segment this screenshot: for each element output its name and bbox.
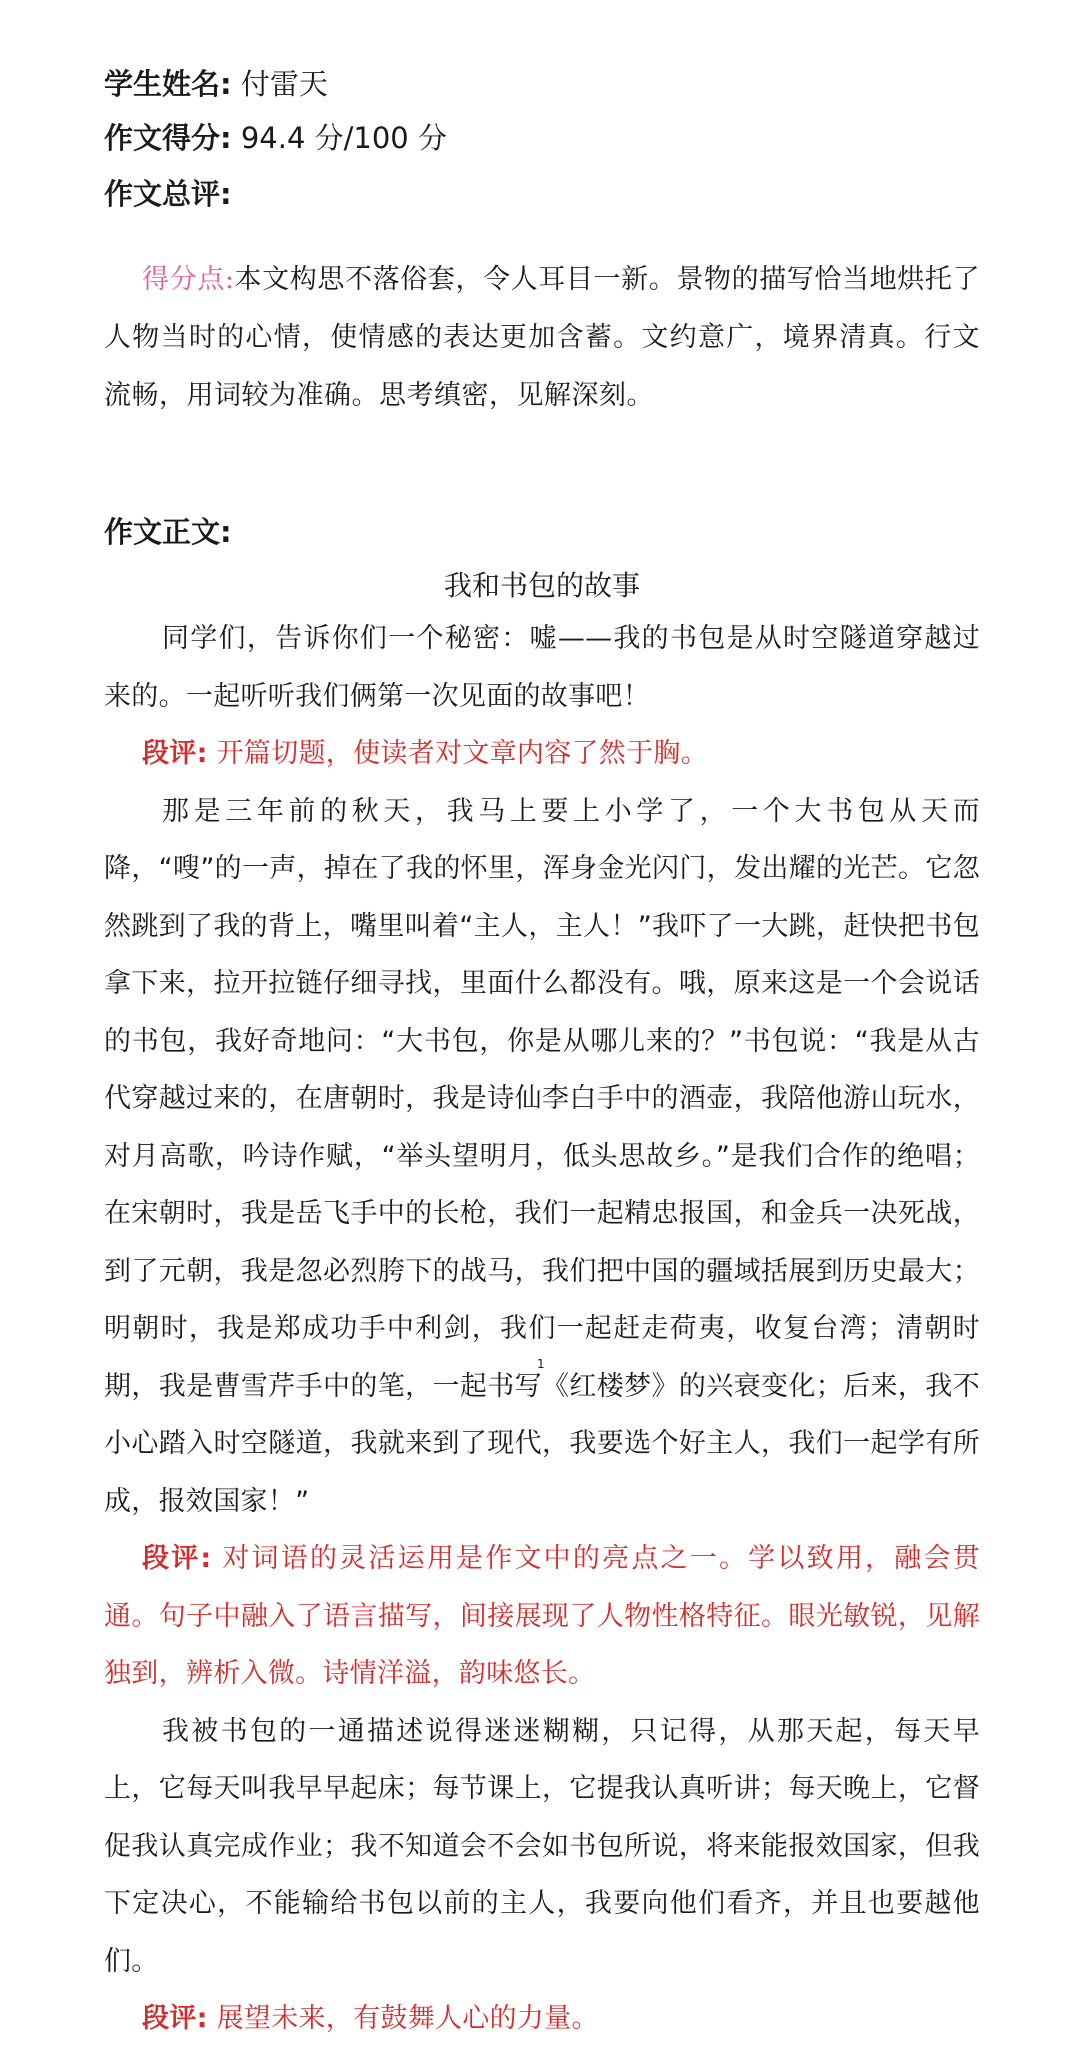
paragraph-review-text: 开篇切题，使读者对文章内容了然于胸。 [216,738,708,769]
essay-paragraph-1: 同学们，告诉你们一个秘密：嘘——我的书包是从时空隧道穿越过来的。一起听听我们俩第一次见面的故事吧！ [104,623,980,712]
essay-body-heading: 作文正文: [104,515,232,549]
essay-paragraph-3: 我被书包的一通描述说得迷迷糊糊，只记得，从那天起，每天早上，它每天叫我早早起床；每节课上，它提我认真听讲；每天晚上，它督促我认真完成作业；我不知道会不会如书包所说，将来能报效国家，但我下定决心，不能输给书包以前的主人，我要向他们看齐，并且也要越他们。 [104,1715,980,1977]
overall-comment-text [104,251,980,425]
overall-comment-line [104,174,232,214]
paragraph-review-label: 段评: [142,2003,208,2034]
essay-score-value: 94.4 分/100 分 [240,121,447,155]
essay-body [104,610,980,2048]
page-number: 1 [537,1357,545,1371]
essay-paragraph-2: 那是三年前的秋天，我马上要上小学了，一个大书包从天而降，“嗖”的一声，掉在了我的怀里，浑身金光闪门，发出耀的光芒。它忽然跳到了我的背上，嘴里叫着“主人，主人！”我吓了一大跳，赶快把书包拿下来，拉开拉链仔细寻找，里面什么都没有。哦，原来这是一个会说话的书包，我好奇地问：“大书包，你是从哪儿来的？”书包说：“我是从古代穿越过来的，在唐朝时，我是诗仙李白手中的酒壶，我陪他游山玩水，对月高歌，吟诗作赋，“举头望明月，低头思故乡。”是我们合作的绝唱；在宋朝时，我是岳飞手中的长枪，我们一起精忠报国，和金兵一决死战，到了元朝，我是忽必烈胯下的战马，我们把中国的疆域括展到历史最大；明朝时，我是郑成功手中利剑，我们一起赶走荷夷，收复台湾；清朝时期，我是曹雪芹手中的笔，一起书写《红楼梦》的兴衰变化；后来，我不小心踏入时空隧道，我就来到了现代，我要选个好主人，我们一起学有所成，报效国家！” [104,795,980,1517]
paragraph-review-text: 展望未来，有鼓舞人心的力量。 [216,2003,599,2034]
student-name-value: 付雷天 [240,67,328,101]
paragraph-review-label: 段评: [142,1543,212,1574]
essay-title: 我和书包的故事 [443,569,640,602]
essay-score-line [104,118,447,158]
paragraph-review-2 [104,1530,980,1703]
essay-score-label: 作文得分: [104,121,232,155]
student-name-label: 学生姓名: [104,67,232,101]
paragraph-review-label: 段评: [142,738,208,769]
score-point-text: 本文构思不落俗套，令人耳目一新。景物的描写恰当地烘托了人物当时的心情，使情感的表达更加含蓄。文约意广，境界清真。行文流畅，用词较为准确。思考缜密，见解深刻。 [104,264,980,411]
paragraph-review-1 [104,725,980,783]
paragraph-review-text: 对词语的灵活运用是作文中的亮点之一。学以致用，融会贯通。句子中融入了语言描写，间接展现了人物性格特征。眼光敏锐，见解独到，辨析入微。诗情洋溢，韵味悠长。 [104,1543,980,1689]
paragraph-review-3 [104,1990,980,2048]
overall-comment-label: 作文总评: [104,177,232,211]
student-name-line [104,64,328,104]
score-point-label: 得分点: [142,264,235,295]
